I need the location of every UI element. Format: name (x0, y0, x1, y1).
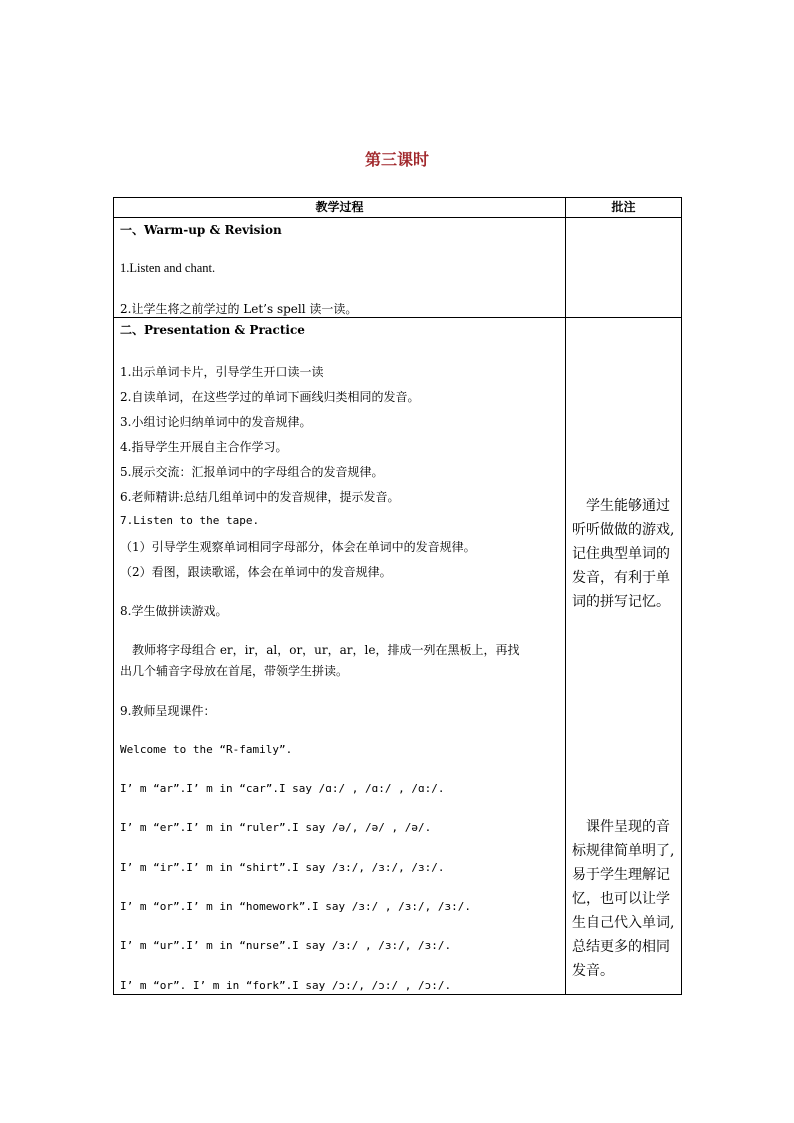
annotation-line: 标规律简单明了, (572, 843, 675, 859)
step-8-paragraph-line-2: 出几个辅音字母放在首尾，带领学生拼读。 (120, 664, 349, 678)
annotation-line: 听听做做的游戏, (572, 522, 675, 538)
chant-line: I’ m “ar”.I’ m in “car”.I say /ɑ:/ , /ɑ:/ , /ɑ:/. (120, 782, 445, 795)
section-heading-presentation: 二、Presentation & Practice (120, 323, 305, 337)
annotation-line: 发音，有利于单 (572, 570, 670, 586)
step-item: 4.指导学生开展自主合作学习。 (120, 440, 288, 454)
step-item: 7.Listen to the tape. (120, 514, 260, 527)
annotation-line: 发音。 (572, 963, 614, 979)
warmup-item-2: 2.让学生将之前学过的 Let’s spell 读一读。 (120, 302, 358, 316)
step-8-paragraph-line-1: 教师将字母组合 er，ir，al，or，ur，ar，le，排成一列在黑板上，再找 (132, 643, 520, 657)
annotation-line: 生自己代入单词, (572, 915, 675, 931)
table-header-row (114, 198, 682, 218)
warmup-cell (114, 218, 566, 318)
step-item: 5.展示交流：汇报单词中的字母组合的发音规律。 (120, 465, 384, 479)
step-item: 1.出示单词卡片，引导学生开口读一读 (120, 365, 324, 379)
warmup-item-1: 1.Listen and chant. (120, 261, 216, 275)
chant-line: I’ m “ir”.I’ m in “shirt”.I say /ɜ:/, /ɜ:/, /ɜ:/. (120, 861, 445, 874)
annotation-line: 课件呈现的音 (586, 819, 670, 835)
step-item: （1）引导学生观察单词相同字母部分，体会在单词中的发音规律。 (120, 540, 476, 554)
notes-cell (566, 318, 682, 995)
step-item: （2）看图，跟读歌谣，体会在单词中的发音规律。 (120, 565, 392, 579)
lesson-table (113, 197, 682, 995)
annotation-line: 总结更多的相同 (572, 939, 670, 955)
presentation-cell (114, 318, 566, 995)
annotation-line: 词的拼写记忆。 (572, 594, 670, 610)
header-process: 教学过程 (114, 198, 566, 218)
step-item: 6.老师精讲:总结几组单词中的发音规律，提示发音。 (120, 490, 400, 504)
step-9: 9.教师呈现课件： (120, 704, 216, 718)
section-heading-warmup: 一、Warm-up & Revision (120, 223, 282, 237)
annotation-1 (572, 494, 678, 614)
chant-line: I’ m “or”. I’ m in “fork”.I say /ɔ:/, /ɔ:/ , /ɔ:/. (120, 979, 452, 992)
annotation-line: 易于学生理解记 (572, 867, 670, 883)
table-row-warmup (114, 218, 682, 318)
annotation-2 (572, 815, 678, 983)
chant-line: I’ m “or”.I’ m in “homework”.I say /ɜ:/ , /ɜ:/, /ɜ:/. (120, 900, 471, 913)
annotation-line: 忆，也可以让学 (572, 891, 670, 907)
annotation-line: 学生能够通过 (586, 498, 670, 514)
chant-line: Welcome to the “R-family”. (120, 743, 293, 756)
annotation-line: 记住典型单词的 (572, 546, 670, 562)
step-item: 2.自读单词，在这些学过的单词下画线归类相同的发音。 (120, 390, 420, 404)
chant-line: I’ m “ur”.I’ m in “nurse”.I say /ɜ:/ , /ɜ:/, /ɜ:/. (120, 939, 452, 952)
table-row-presentation (114, 318, 682, 995)
header-notes: 批注 (566, 198, 682, 218)
step-8: 8.学生做拼读游戏。 (120, 604, 228, 618)
warmup-note-cell (566, 218, 682, 318)
chant-line: I’ m “er”.I’ m in “ruler”.I say /ə/, /ə/ , /ə/. (120, 821, 432, 834)
page-title: 第三课时 (364, 150, 429, 169)
step-item: 3.小组讨论归纳单词中的发音规律。 (120, 415, 312, 429)
